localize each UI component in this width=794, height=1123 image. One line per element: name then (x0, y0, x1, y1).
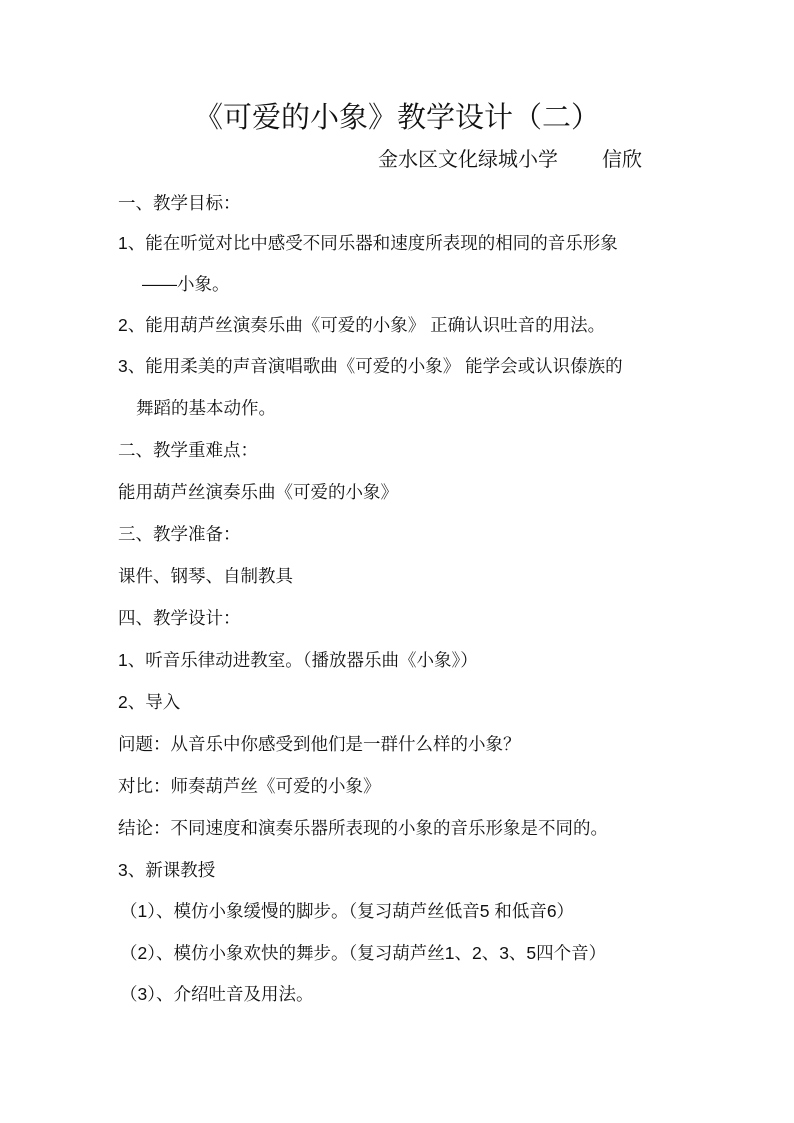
author-school: 金水区文化绿城小学 (378, 149, 558, 171)
paragraph-line: 能用葫芦丝演奏乐曲《可爱的小象》 (118, 482, 398, 502)
section-heading: 三、教学准备： (118, 524, 241, 544)
paragraph-line: 结论：不同速度和演奏乐器所表现的小象的音乐形象是不同的。 (118, 818, 608, 838)
paragraph-line: 3、能用柔美的声音演唱歌曲《可爱的小象》 能学会或认识傣族的 (118, 356, 623, 376)
paragraph-line: （3）、介绍吐音及用法。 (120, 984, 314, 1004)
paragraph-line: 2、能用葫芦丝演奏乐曲《可爱的小象》 正确认识吐音的用法。 (118, 315, 606, 335)
paragraph-line: ——小象。 (142, 274, 230, 294)
paragraph-line: 1、能在听觉对比中感受不同乐器和速度所表现的相同的音乐形象 (118, 233, 618, 253)
author-line (378, 146, 642, 174)
section-heading: 一、教学目标： (118, 193, 241, 213)
document-title: 《可爱的小象》教学设计（二） (193, 102, 600, 134)
paragraph-line: 课件、钢琴、自制教具 (118, 566, 293, 586)
paragraph-line: （1）、模仿小象缓慢的脚步。（复习葫芦丝低音5 和低音6） (120, 901, 575, 921)
paragraph-line: （2）、模仿小象欢快的舞步。（复习葫芦丝1、2、3、5四个音） (120, 943, 607, 963)
paragraph-line: 问题：从音乐中你感受到他们是一群什么样的小象？ (118, 734, 521, 754)
section-heading: 四、教学设计： (118, 608, 241, 628)
paragraph-line: 舞蹈的基本动作。 (136, 398, 276, 418)
paragraph-line: 2、导入 (118, 692, 181, 712)
paragraph-line: 对比：师奏葫芦丝《可爱的小象》 (118, 776, 381, 796)
author-name: 信欣 (602, 149, 642, 171)
paragraph-line: 1、听音乐律动进教室。（播放器乐曲《小象》） (118, 650, 478, 670)
section-heading: 二、教学重难点： (118, 440, 258, 460)
paragraph-line: 3、新课教授 (118, 860, 216, 880)
